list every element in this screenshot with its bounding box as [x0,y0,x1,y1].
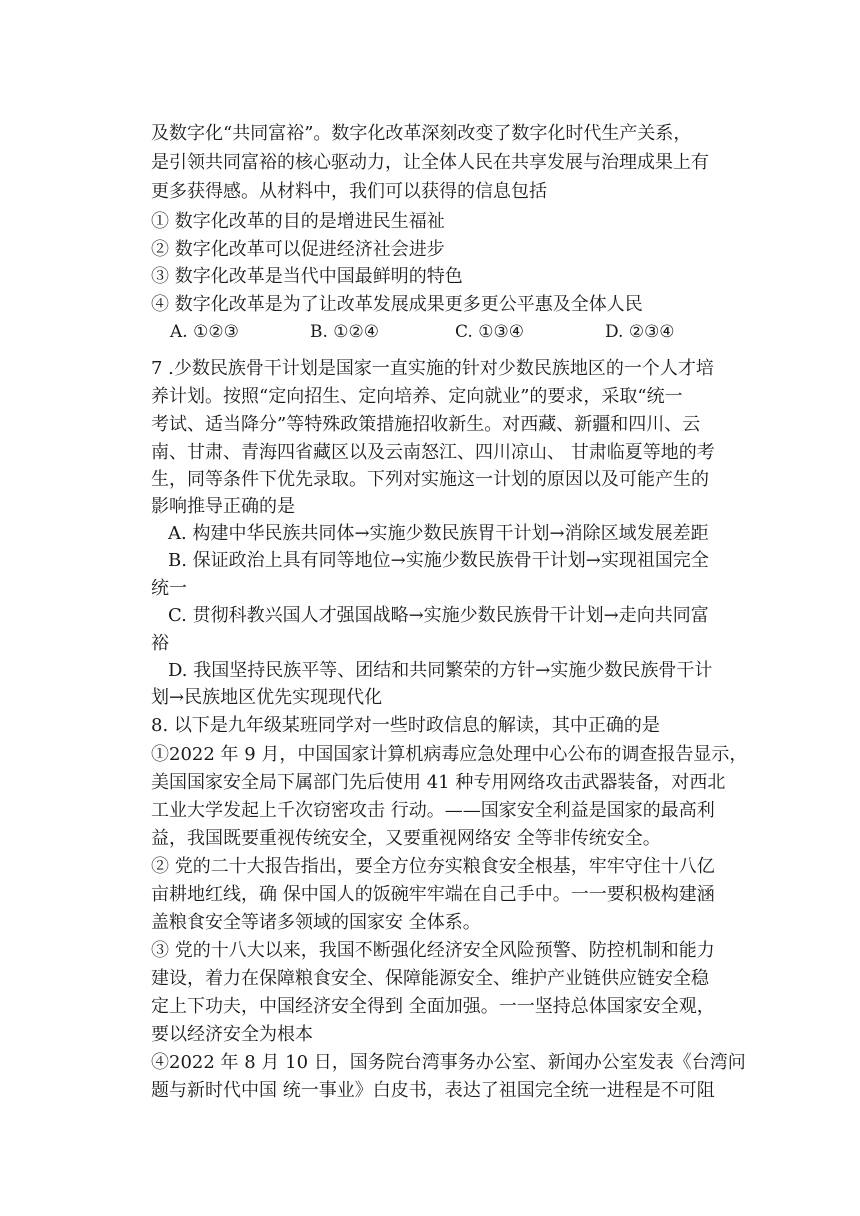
q7-option-a: A. 构建中华民族共同体→实施少数民族胃干计划→消除区域发展差距 [168,523,709,544]
q7-stem-line: 7 .少数民族骨干计划是国家一直实施的针对少数民族地区的一个人才培 [151,358,714,379]
q8-item-line: 美国国家安全局下属部门先后使用 41 种专用网络攻击武器装备，对西北 [151,772,726,793]
q8-item-line: 益，我国既要重视传统安全，又要重视网络安 全等非传统安全。 [151,828,661,849]
q7-option-b: B. 保证政治上具有同等地位→实施少数民族骨干计划→实现祖国完全 [168,550,709,571]
q8-stem: 8. 以下是九年级某班同学对一些时政信息的解读，其中正确的是 [151,715,660,736]
intro-line: 是引领共同富裕的核心驱动力，让全体人民在共享发展与治理成果上有 [151,152,709,173]
q8-item-line: 要以经济安全为根本 [151,1024,313,1045]
q6-statement-3: ③ 数字化改革是当代中国最鲜明的特色 [151,266,463,287]
q7-stem-line: 南、甘肃、青海四省藏区以及云南怒江、四川凉山、 甘肃临夏等地的考 [151,442,715,463]
intro-line: 及数字化“共同富裕”。数字化改革深刻改变了数字化时代生产关系， [151,123,692,144]
q7-option-b-cont: 统一 [151,578,187,599]
q7-stem-line: 考试、适当降分”等特殊政策措施招收新生。对西藏、新疆和四川、云 [151,414,701,435]
intro-line: 更多获得感。从材料中，我们可以获得的信息包括 [151,181,547,202]
q6-statement-1: ① 数字化改革的目的是增进民生福祉 [151,211,445,232]
q6-option-a: A. ①②③ [170,322,239,342]
q8-item-line: ④2022 年 8 月 10 日，国务院台湾事务办公室、新闻办公室发表《台湾问 [151,1052,746,1073]
q6-option-b: B. ①②④ [310,322,380,342]
q7-stem-line: 影响推导正确的是 [151,496,295,517]
q7-stem-line: 养计划。按照“定向招生、定向培养、定向就业”的要求，采取“统一 [151,386,683,407]
q7-option-d: D. 我国坚持民族平等、团结和共同繁荣的方针→实施少数民族骨干计 [168,660,713,681]
q8-item-line: ② 党的二十大报告指出，要全方位夯实粮食安全根基，牢牢守住十八亿 [151,856,715,877]
q6-option-d: D. ②③④ [605,322,675,342]
q8-item-line: 定上下功夫，中国经济安全得到 全面加强。一一坚持总体国家安全观， [151,996,715,1017]
q8-item-line: 题与新时代中国 统一事业》白皮书，表达了祖国完全统一进程是不可阻 [151,1080,715,1101]
q6-statement-4: ④ 数字化改革是为了让改革发展成果更多更公平惠及全体人民 [151,294,643,315]
q6-option-c: C. ①③④ [455,322,524,342]
q7-option-c: C. 贯彻科教兴国人才强国战略→实施少数民族骨干计划→走向共同富 [168,605,709,626]
q7-option-d-cont: 划→民族地区优先实现现代化 [151,687,383,708]
q8-item-line: 建设，着力在保障粮食安全、保障能源安全、维护产业链供应链安全稳 [151,968,709,989]
q8-item-line: ③ 党的十八大以来，我国不断强化经济安全风险预警、防控机制和能力 [151,940,715,961]
q7-stem-line: 生，同等条件下优先录取。下列对实施这一计划的原因以及可能产生的 [151,469,709,490]
q6-statement-2: ② 数字化改革可以促进经济社会进步 [151,239,445,260]
q7-option-c-cont: 裕 [151,633,169,654]
q8-item-line: 工业大学发起上千次窃密攻击 行动。——国家安全利益是国家的最高利 [151,800,715,821]
q8-item-line: ①2022 年 9 月，中国国家计算机病毒应急处理中心公布的调查报告显示， [151,744,748,765]
q8-item-line: 亩耕地红线，确 保中国人的饭碗牢牢端在自己手中。一一要积极构建涵 [151,884,715,905]
q8-item-line: 盖粮食安全等诸多领域的国家安 全体系。 [151,912,481,933]
